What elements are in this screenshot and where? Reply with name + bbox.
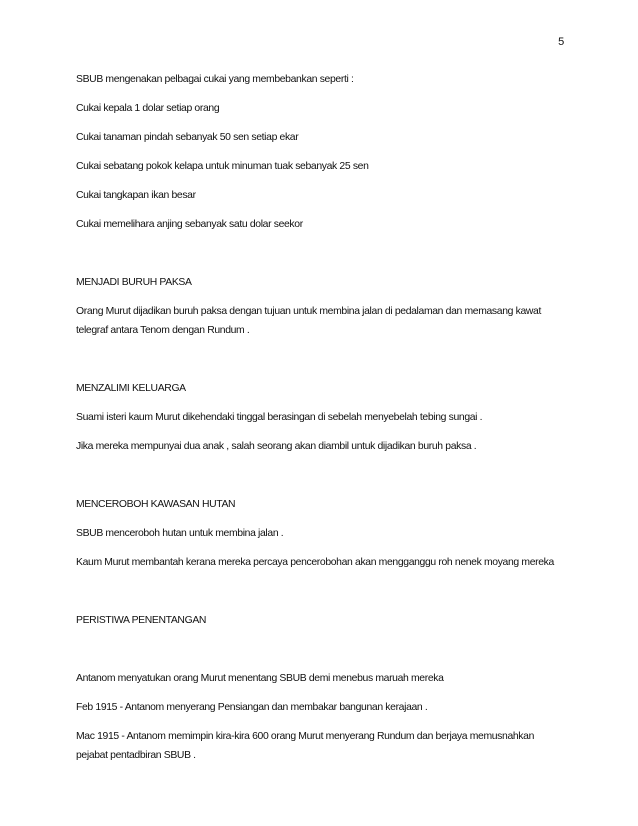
section-zalim-keluarga	[76, 379, 566, 456]
page-number: 5	[558, 36, 564, 48]
section-heading: MENJADI BURUH PAKSA	[76, 277, 192, 288]
body-paragraph: Feb 1915 - Antanom menyerang Pensiangan dan membakar bangunan kerajaan .	[76, 702, 428, 713]
tax-item: Cukai tangkapan ikan besar	[76, 190, 196, 201]
section-heading: MENZALIMI KELUARGA	[76, 383, 186, 394]
body-paragraph: Jika mereka mempunyai dua anak , salah seorang akan diambil untuk dijadikan buruh paksa .	[76, 441, 477, 452]
tax-item: Cukai memelihara anjing sebanyak satu dolar seekor	[76, 219, 303, 230]
section-ceroboh-hutan	[76, 495, 566, 572]
body-paragraph: Kaum Murut membantah kerana mereka percaya pencerobohan akan mengganggu roh nenek moyang mereka	[76, 557, 554, 568]
body-paragraph: Suami isteri kaum Murut dikehendaki tinggal berasingan di sebelah menyebelah tebing sungai .	[76, 412, 483, 423]
tax-item: Cukai sebatang pokok kelapa untuk minuman tuak sebanyak 25 sen	[76, 161, 369, 172]
body-paragraph: Orang Murut dijadikan buruh paksa dengan tujuan untuk membina jalan di pedalaman dan memasang kawat telegraf antara Tenom dengan Rundum .	[76, 306, 541, 336]
tax-item: Cukai tanaman pindah sebanyak 50 sen setiap ekar	[76, 132, 299, 143]
body-paragraph: Antanom menyatukan orang Murut menentang SBUB demi menebus maruah mereka	[76, 673, 444, 684]
section-buruh-paksa	[76, 273, 566, 340]
tax-item: Cukai kepala 1 dolar setiap orang	[76, 103, 220, 114]
section-heading: PERISTIWA PENENTANGAN	[76, 615, 207, 626]
section-cukai	[76, 70, 566, 234]
body-paragraph: Mac 1915 - Antanom memimpin kira-kira 600 orang Murut menyerang Rundum dan berjaya memusnahkan pejabat pentadbiran SBUB .	[76, 731, 535, 761]
document-body	[76, 70, 566, 765]
body-paragraph: SBUB menceroboh hutan untuk membina jalan .	[76, 528, 284, 539]
section-peristiwa-penentangan	[76, 611, 566, 765]
intro-paragraph: SBUB mengenakan pelbagai cukai yang membebankan seperti :	[76, 74, 354, 85]
section-heading: MENCEROBOH KAWASAN HUTAN	[76, 499, 236, 510]
